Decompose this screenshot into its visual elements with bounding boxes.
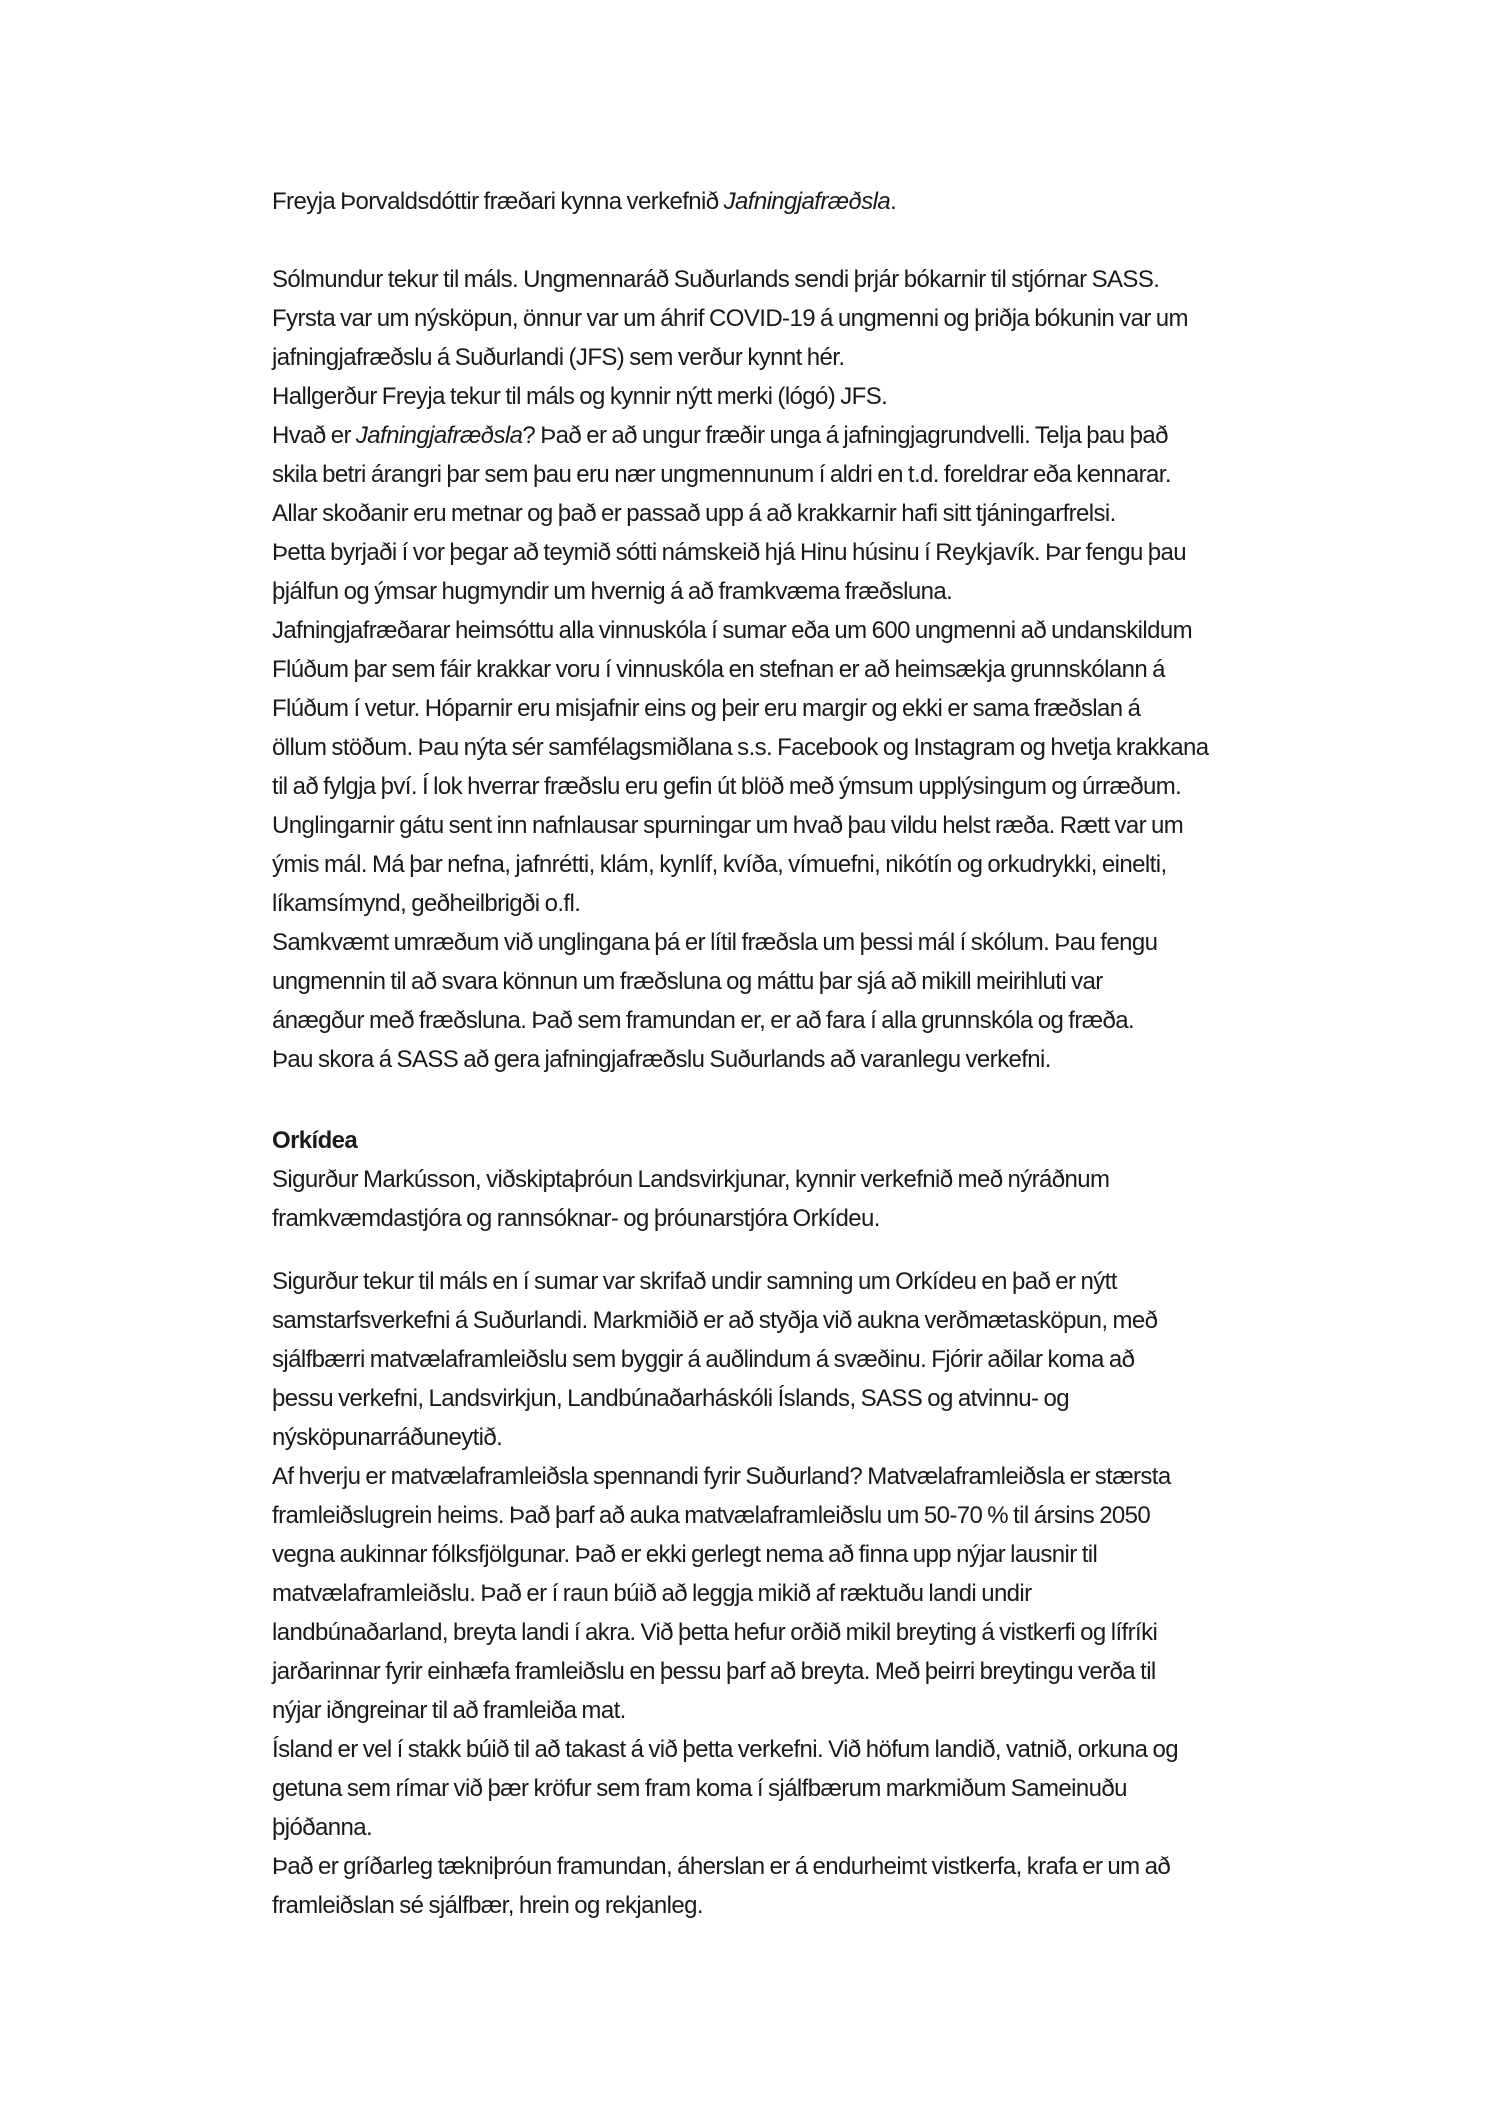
text-line: þjóðanna.	[272, 1814, 373, 1841]
text-line: Allar skoðanir eru metnar og það er passað upp á að krakkarnir hafi sitt tjáningarfrelsi.	[272, 500, 1116, 527]
text-line: Það er gríðarleg tækniþróun framundan, áherslan er á endurheimt vistkerfa, krafa er um að	[272, 1853, 1171, 1880]
intro-line: Freyja Þorvaldsdóttir fræðari kynna verkefnið Jafningjafræðsla.	[272, 188, 897, 215]
project-name-italic: Jafningjafræðsla	[355, 422, 523, 449]
text-line: Unglingarnir gátu sent inn nafnlausar spurningar um hvað þau vildu helst ræða. Rætt var um	[272, 812, 1184, 839]
text-line: ýmis mál. Má þar nefna, jafnrétti, klám, kynlíf, kvíða, vímuefni, nikótín og orkudrykki, einelti,	[272, 851, 1167, 878]
text-line: Fyrsta var um nýsköpun, önnur var um áhrif COVID-19 á ungmenni og þriðja bókunin var um	[272, 305, 1188, 332]
text-line: skila betri árangri þar sem þau eru nær ungmennunum í aldri en t.d. foreldrar eða kennarar.	[272, 461, 1171, 488]
text-line: matvælaframleiðslu. Það er í raun búið að leggja mikið af ræktuðu landi undir	[272, 1580, 1032, 1607]
text-line: samstarfsverkefni á Suðurlandi. Markmiðið er að styðja við aukna verðmætasköpun, með	[272, 1307, 1158, 1334]
text-line: Hallgerður Freyja tekur til máls og kynnir nýtt merki (lógó) JFS.	[272, 383, 888, 410]
text-line: öllum stöðum. Þau nýta sér samfélagsmiðlana s.s. Facebook og Instagram og hvetja krakkana	[272, 734, 1209, 761]
text-line: Flúðum þar sem fáir krakkar voru í vinnuskóla en stefnan er að heimsækja grunnskólann á	[272, 656, 1165, 683]
jafningjafraedsla-paragraph	[272, 260, 1332, 1079]
text-line: Sólmundur tekur til máls. Ungmennaráð Suðurlands sendi þrjár bókarnir til stjórnar SASS.	[272, 266, 1160, 293]
section-heading: Orkídea	[272, 1127, 358, 1154]
text-line: sjálfbærri matvælaframleiðslu sem byggir á auðlindum á svæðinu. Fjórir aðilar koma að	[272, 1346, 1135, 1373]
text-line: nýsköpunarráðuneytið.	[272, 1424, 503, 1451]
text-line: Sigurður tekur til máls en í sumar var skrifað undir samning um Orkídeu en það er nýtt	[272, 1268, 1117, 1295]
text-line: Af hverju er matvælaframleiðsla spennandi fyrir Suðurland? Matvælaframleiðsla er stærsta	[272, 1463, 1171, 1490]
text-line: líkamsímynd, geðheilbrigði o.fl.	[272, 890, 581, 917]
text-line: vegna aukinnar fólksfjölgunar. Það er ekki gerlegt nema að finna upp nýjar lausnir til	[272, 1541, 1098, 1568]
text-line: jarðarinnar fyrir einhæfa framleiðslu en þessu þarf að breyta. Með þeirri breytingu verða til	[272, 1658, 1156, 1685]
text-line: framkvæmdastjóra og rannsóknar- og þróunarstjóra Orkídeu.	[272, 1205, 880, 1232]
text-line: getuna sem rímar við þær kröfur sem fram koma í sjálfbærum markmiðum Sameinuðu	[272, 1775, 1127, 1802]
text-line: til að fylgja því. Í lok hverrar fræðslu eru gefin út blöð með ýmsum upplýsingum og úrræðum.	[272, 773, 1182, 800]
text-line: þessu verkefni, Landsvirkjun, Landbúnaðarháskóli Íslands, SASS og atvinnu- og	[272, 1385, 1069, 1412]
text-line: Ísland er vel í stakk búið til að takast á við þetta verkefni. Við höfum landið, vatnið, orkuna og	[272, 1736, 1178, 1763]
text-line: Þetta byrjaði í vor þegar að teymið sótti námskeið hjá Hinu húsinu í Reykjavík. Þar fengu þau	[272, 539, 1187, 566]
orkidea-paragraph	[272, 1262, 1332, 1925]
text-line: landbúnaðarland, breyta landi í akra. Við þetta hefur orðið mikil breyting á vistkerfi og lífríki	[272, 1619, 1158, 1646]
text-line: Samkvæmt umræðum við unglingana þá er lítil fræðsla um þessi mál í skólum. Þau fengu	[272, 929, 1158, 956]
text-line: þjálfun og ýmsar hugmyndir um hvernig á að framkvæma fræðsluna.	[272, 578, 953, 605]
project-name-italic: Jafningjafræðsla	[723, 188, 891, 215]
orkidea-section	[272, 1121, 1332, 1238]
text-line: Þau skora á SASS að gera jafningjafræðslu Suðurlands að varanlegu verkefni.	[272, 1046, 1051, 1073]
text-line: Jafningjafræðarar heimsóttu alla vinnuskóla í sumar eða um 600 ungmenni að undanskildum	[272, 617, 1193, 644]
text-line: Hvað er Jafningjafræðsla? Það er að ungur fræðir unga á jafningjagrundvelli. Telja þau það	[272, 422, 1168, 449]
intro-paragraph	[272, 182, 1332, 221]
text-line: Sigurður Markússon, viðskiptaþróun Landsvirkjunar, kynnir verkefnið með nýráðnum	[272, 1166, 1110, 1193]
text-line: framleiðslugrein heims. Það þarf að auka matvælaframleiðslu um 50-70 % til ársins 2050	[272, 1502, 1151, 1529]
text-line: nýjar iðngreinar til að framleiða mat.	[272, 1697, 626, 1724]
text-line: ungmennin til að svara könnun um fræðsluna og máttu þar sjá að mikill meirihluti var	[272, 968, 1103, 995]
text-line: Flúðum í vetur. Hóparnir eru misjafnir eins og þeir eru margir og ekki er sama fræðslan á	[272, 695, 1141, 722]
text-line: jafningjafræðslu á Suðurlandi (JFS) sem verður kynnt hér.	[272, 344, 845, 371]
text-line: ánægður með fræðsluna. Það sem framundan er, er að fara í alla grunnskóla og fræða.	[272, 1007, 1135, 1034]
text-line: framleiðslan sé sjálfbær, hrein og rekjanleg.	[272, 1892, 703, 1919]
